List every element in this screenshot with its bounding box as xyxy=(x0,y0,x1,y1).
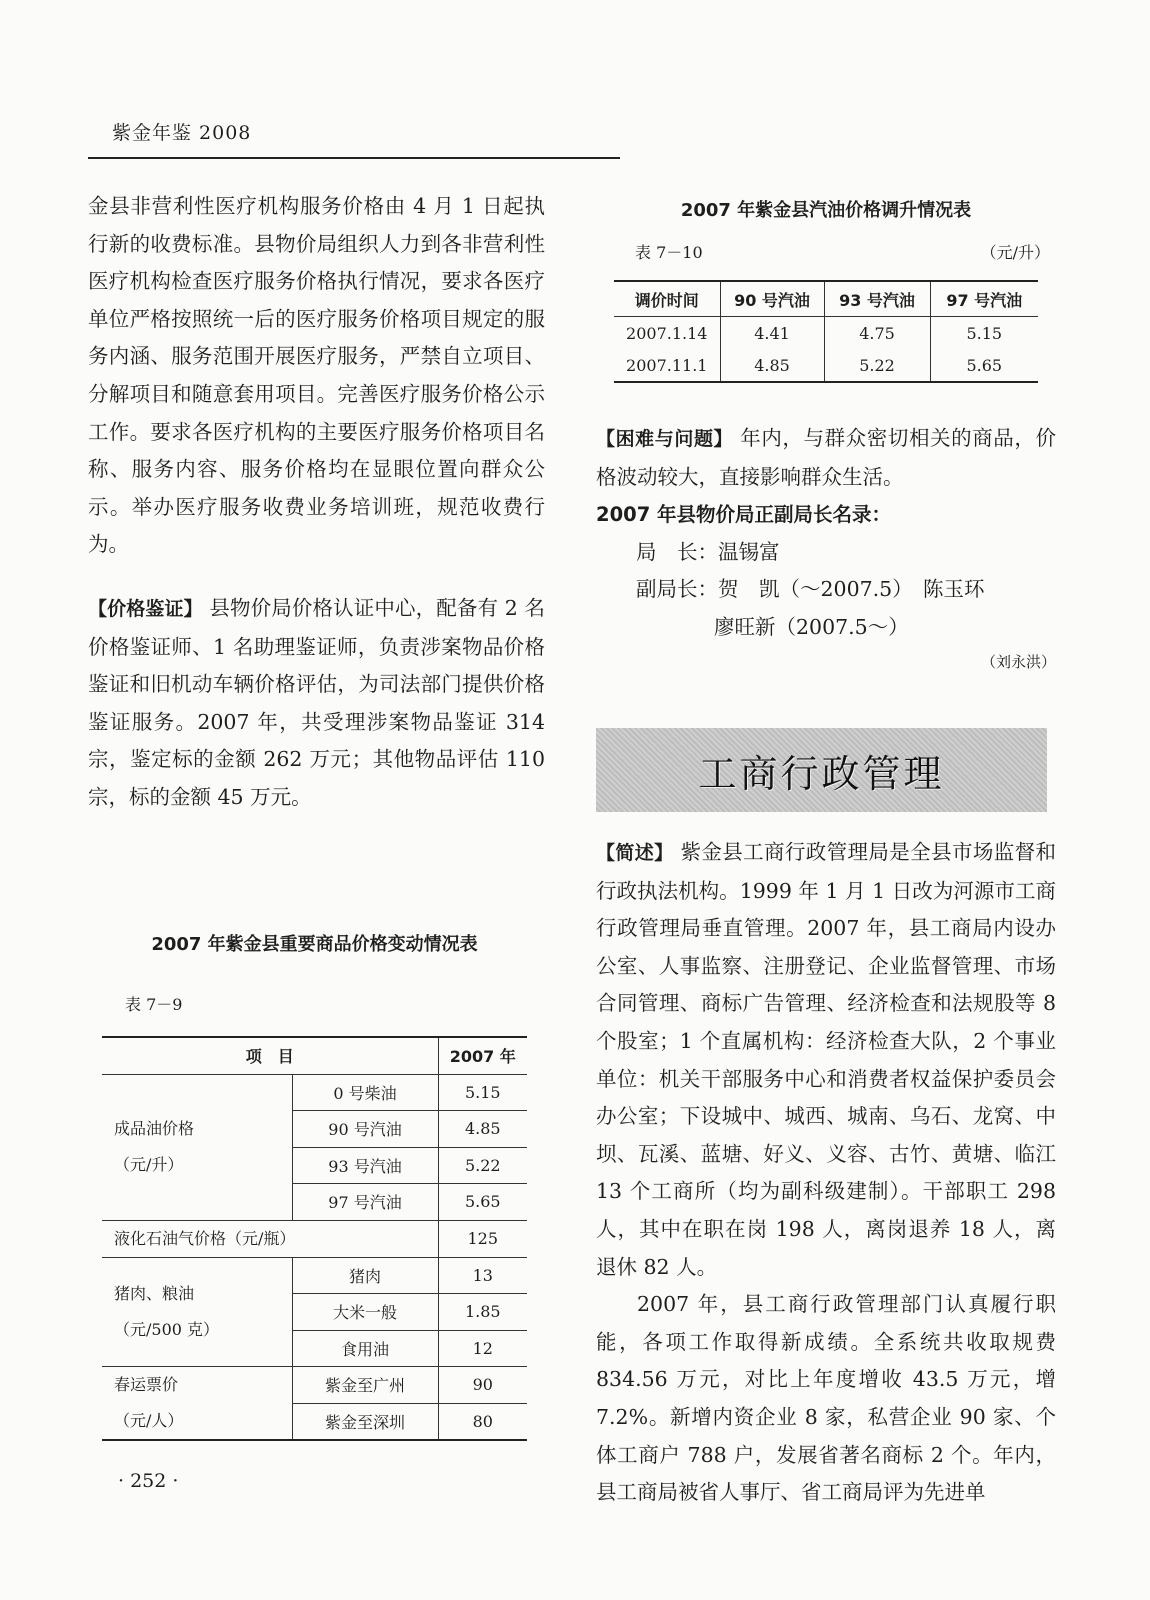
item-value: 125 xyxy=(438,1220,527,1257)
deputy-line-1: 副局长：贺 凯（～2007.5） 陈玉环 xyxy=(636,577,985,602)
header-90-gasoline: 90 号汽油 xyxy=(720,281,824,317)
section-banner xyxy=(596,728,1047,812)
item-value: 5.15 xyxy=(438,1074,527,1111)
item-value: 4.85 xyxy=(438,1111,527,1148)
cell: 5.65 xyxy=(966,355,1003,375)
table-7-10-title: 2007 年紫金县汽油价格调升情况表 xyxy=(680,200,972,221)
header-93-gasoline: 93 号汽油 xyxy=(824,281,930,317)
left-column xyxy=(88,188,545,817)
overview-text: 紫金县工商行政管理局是全县市场监督和行政执法机构。1999 年 1 月 1 日改为河源市工商行政管理局垂直管理。2007 年，县工商局内设办公室、人事监察、注册登记、企业监督管理、市场合同管理、商标广告管理、经济检查和法规股等 8 个股室；1 个直属机构：经济检查大队，2 个事业单位：机关干部服务中心和消费者权益保护委员会办公室；下设城中、城西、城南、乌石、龙窝、中坝、瓦溪、蓝塘、好义、义容、古竹、黄塘、临江 13 个工商所（均为副科级建制）。干部职工 298 人，其中在职在岗 198 人，离岗退养 18 人，离退休 82 人。 xyxy=(596,840,1056,1279)
director-list-title: 2007 年县物价局正副局长名录： xyxy=(596,503,892,527)
gasoline-price-table xyxy=(614,280,1038,383)
price-appraisal-text: 县物价局价格认证中心，配备有 2 名价格鉴证师、1 名助理鉴证师，负责涉案物品价格鉴证和旧机动车辆价格评估，为司法部门提供价格鉴证服务。2007 年，共受理涉案物品鉴证 314 宗，鉴定标的金额 262 万元；其他物品评估 110 宗，标的金额 45 万元。 xyxy=(88,595,545,809)
item-value: 5.22 xyxy=(438,1147,527,1184)
table-7-9-number: 表 7－9 xyxy=(125,995,183,1014)
overview-heading: 【简述】 xyxy=(596,842,674,864)
item-value: 5.65 xyxy=(438,1184,527,1221)
header-item: 项 目 xyxy=(102,1037,438,1074)
director-line: 局 长：温锡富 xyxy=(636,539,780,564)
item-value: 1.85 xyxy=(438,1294,527,1331)
header-year: 2007 年 xyxy=(438,1037,527,1074)
item-value: 13 xyxy=(438,1257,527,1294)
cell: 4.75 xyxy=(824,317,930,350)
right-column-top xyxy=(596,420,1056,677)
table-row xyxy=(614,349,1038,382)
difficulty-heading: 【困难与问题】 xyxy=(596,428,734,450)
item-name: 大米一般 xyxy=(292,1294,438,1331)
item-name: 紫金至广州 xyxy=(292,1367,438,1404)
item-name: 97 号汽油 xyxy=(292,1184,438,1221)
group-label: 猪肉、粮油 （元/500 克） xyxy=(102,1257,292,1367)
table-7-10-unit: （元/升） xyxy=(980,243,1050,262)
price-appraisal-paragraph xyxy=(88,590,545,817)
group-label: 成品油价格 （元/升） xyxy=(102,1074,292,1220)
overview-paragraph xyxy=(596,834,1056,1286)
item-value: 80 xyxy=(438,1403,527,1440)
deputy-line-2: 廖旺新（2007.5～） xyxy=(714,614,909,639)
work-2007-paragraph: 2007 年，县工商行政管理部门认真履行职能，各项工作取得新成绩。全系统共收取规费 834.56 万元，对比上年度增收 43.5 万元，增 7.2%。新增内资企业 8 家，私营企业 90 家、个体工商户 788 户，发展省著名商标 2 个。年内，县工商局被省人事厅、省工商局评为先进单 xyxy=(596,1292,1056,1505)
running-head: 紫金年鉴 2008 xyxy=(112,122,252,144)
header-97-gasoline: 97 号汽油 xyxy=(930,281,1038,317)
header-adjust-date: 调价时间 xyxy=(614,281,720,317)
cell: 2007.11.1 xyxy=(614,349,720,382)
commodity-price-table xyxy=(102,1036,527,1441)
table-row xyxy=(102,1220,527,1257)
table-row xyxy=(102,1257,527,1294)
item-name: 紫金至深圳 xyxy=(292,1403,438,1440)
author-signature: （刘永洪） xyxy=(980,652,1056,671)
item-name: 90 号汽油 xyxy=(292,1111,438,1148)
item-name: 食用油 xyxy=(292,1330,438,1367)
item-name: 猪肉 xyxy=(292,1257,438,1294)
table-row xyxy=(614,317,1038,350)
table-header-row xyxy=(614,281,1038,317)
item-value: 90 xyxy=(438,1367,527,1404)
right-column-bottom xyxy=(596,834,1056,1512)
page-number: · 252 · xyxy=(118,1470,179,1492)
cell: 4.85 xyxy=(720,349,824,382)
table-row xyxy=(102,1367,527,1404)
difficulty-paragraph xyxy=(596,420,1056,496)
table-header-row xyxy=(102,1037,527,1074)
table-row xyxy=(102,1074,527,1111)
item-name: 93 号汽油 xyxy=(292,1147,438,1184)
group-label: 液化石油气价格（元/瓶） xyxy=(102,1220,438,1257)
difficulty-text: 年内，与群众密切相关的商品，价格波动较大，直接影响群众生活。 xyxy=(596,426,1056,489)
price-appraisal-heading: 【价格鉴证】 xyxy=(88,597,203,620)
table-7-9-title: 2007 年紫金县重要商品价格变动情况表 xyxy=(151,934,478,955)
table-7-10-number: 表 7－10 xyxy=(635,243,703,262)
section-banner-title: 工商行政管理 xyxy=(698,751,945,796)
cell: 4.41 xyxy=(720,317,824,350)
header-rule xyxy=(88,157,620,159)
item-value: 12 xyxy=(438,1330,527,1367)
group-label: 春运票价 （元/人） xyxy=(102,1367,292,1441)
cell: 5.15 xyxy=(966,323,1003,343)
cell: 2007.1.14 xyxy=(614,317,720,350)
cell: 5.22 xyxy=(824,349,930,382)
item-name: 0 号柴油 xyxy=(292,1074,438,1111)
medical-price-paragraph: 金县非营利性医疗机构服务价格由 4 月 1 日起执行新的收费标准。县物价局组织人力到各非营利性医疗机构检查医疗服务价格执行情况，要求各医疗单位严格按照统一后的医疗服务价格项目规定的服务内涵、服务范围开展医疗服务，严禁自立项目、分解项目和随意套用项目。完善医疗服务价格公示工作。要求各医疗机构的主要医疗服务价格项目名称、服务内容、服务价格均在显眼位置向群众公示。举办医疗服务收费业务培训班，规范收费行为。 xyxy=(88,194,545,557)
